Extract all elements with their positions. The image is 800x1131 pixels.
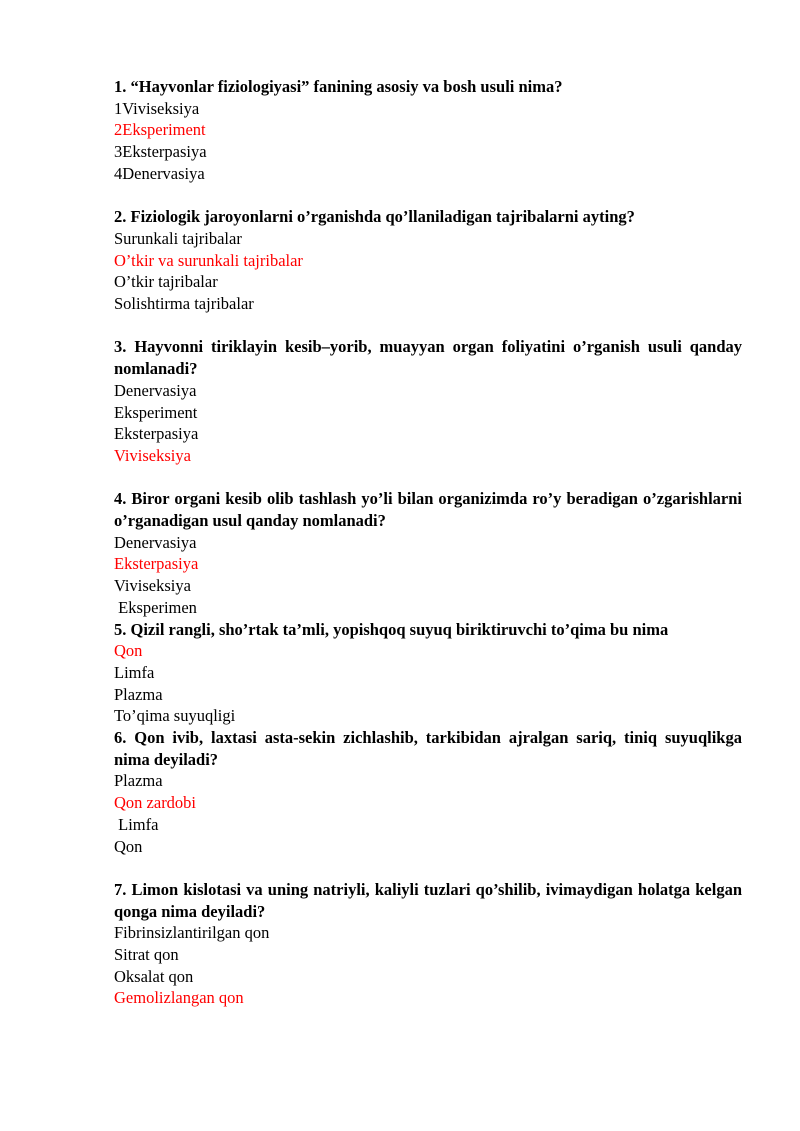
question-text: 6. Qon ivib, laxtasi asta-sekin zichlashib, tarkibidan ajralgan sariq, tiniq suyuqlikga nima deyiladi? [114, 728, 742, 769]
correct-answer-option: Viviseksiya [114, 445, 191, 465]
answer-option: Plazma [114, 771, 163, 791]
correct-answer-option: Qon [114, 641, 143, 661]
answer-option: To’qima suyuqligi [114, 706, 236, 726]
correct-answer-option: 2Eksperiment [114, 120, 206, 140]
answer-option: Surunkali tajribalar [114, 228, 242, 248]
spacer [114, 185, 742, 207]
question-text: 3. Hayvonni tiriklayin kesib–yorib, muayyan organ foliyatini o’rganish usuli qanday nomlanadi? [114, 337, 742, 379]
answer-option: 1Viviseksiya [114, 98, 200, 118]
answer-option: Limfa [114, 662, 155, 682]
question-text: 5. Qizil rangli, sho’rtak ta’mli, yopishqoq suyuq biriktiruvchi to’qima bu nima [114, 619, 669, 639]
answer-option: Limfa [114, 814, 159, 834]
question-block [114, 879, 742, 1009]
question-block [114, 206, 742, 315]
answer-option: Fibrinsizlantirilgan qon [114, 923, 270, 943]
answer-option: Denervasiya [114, 380, 197, 400]
answer-option: Eksperimen [114, 597, 197, 617]
answer-option: Plazma [114, 684, 163, 704]
question-block [114, 336, 742, 466]
answer-option: Qon [114, 836, 143, 856]
question-block [114, 76, 742, 185]
question-text: 1. “Hayvonlar fiziologiyasi” fanining asosiy va bosh usuli nima? [114, 77, 563, 96]
answer-option: Eksterpasiya [114, 424, 199, 444]
answer-option: Eksperiment [114, 402, 198, 422]
answer-option: 3Eksterpasiya [114, 142, 207, 162]
document-page [114, 76, 742, 1009]
question-text: 4. Biror organi kesib olib tashlash yo’li bilan organizimda ro’y beradigan o’zgarishlarni o’rganadigan usul qanday nomlanadi? [114, 489, 742, 531]
question-block [114, 727, 742, 857]
answer-option: Solishtirma tajribalar [114, 294, 254, 314]
correct-answer-option: Qon zardobi [114, 793, 197, 813]
correct-answer-option: O’tkir va surunkali tajribalar [114, 250, 303, 270]
correct-answer-option: Eksterpasiya [114, 554, 199, 574]
answer-option: Viviseksiya [114, 576, 191, 596]
spacer [114, 315, 742, 337]
answer-option: O’tkir tajribalar [114, 272, 218, 292]
correct-answer-option: Gemolizlangan qon [114, 988, 244, 1008]
answer-option: Oksalat qon [114, 966, 194, 986]
question-block [114, 488, 742, 618]
spacer [114, 467, 742, 489]
answer-option: Denervasiya [114, 532, 197, 552]
question-text: 7. Limon kislotasi va uning natriyli, kaliyli tuzlari qo’shilib, ivimaydigan holatga kelgan qonga nima deyiladi? [114, 879, 742, 921]
answer-option: Sitrat qon [114, 945, 179, 965]
spacer [114, 857, 742, 879]
question-block [114, 619, 742, 728]
answer-option: 4Denervasiya [114, 163, 205, 183]
question-text: 2. Fiziologik jaroyonlarni o’rganishda qo’llaniladigan tajribalarni ayting? [114, 207, 635, 227]
